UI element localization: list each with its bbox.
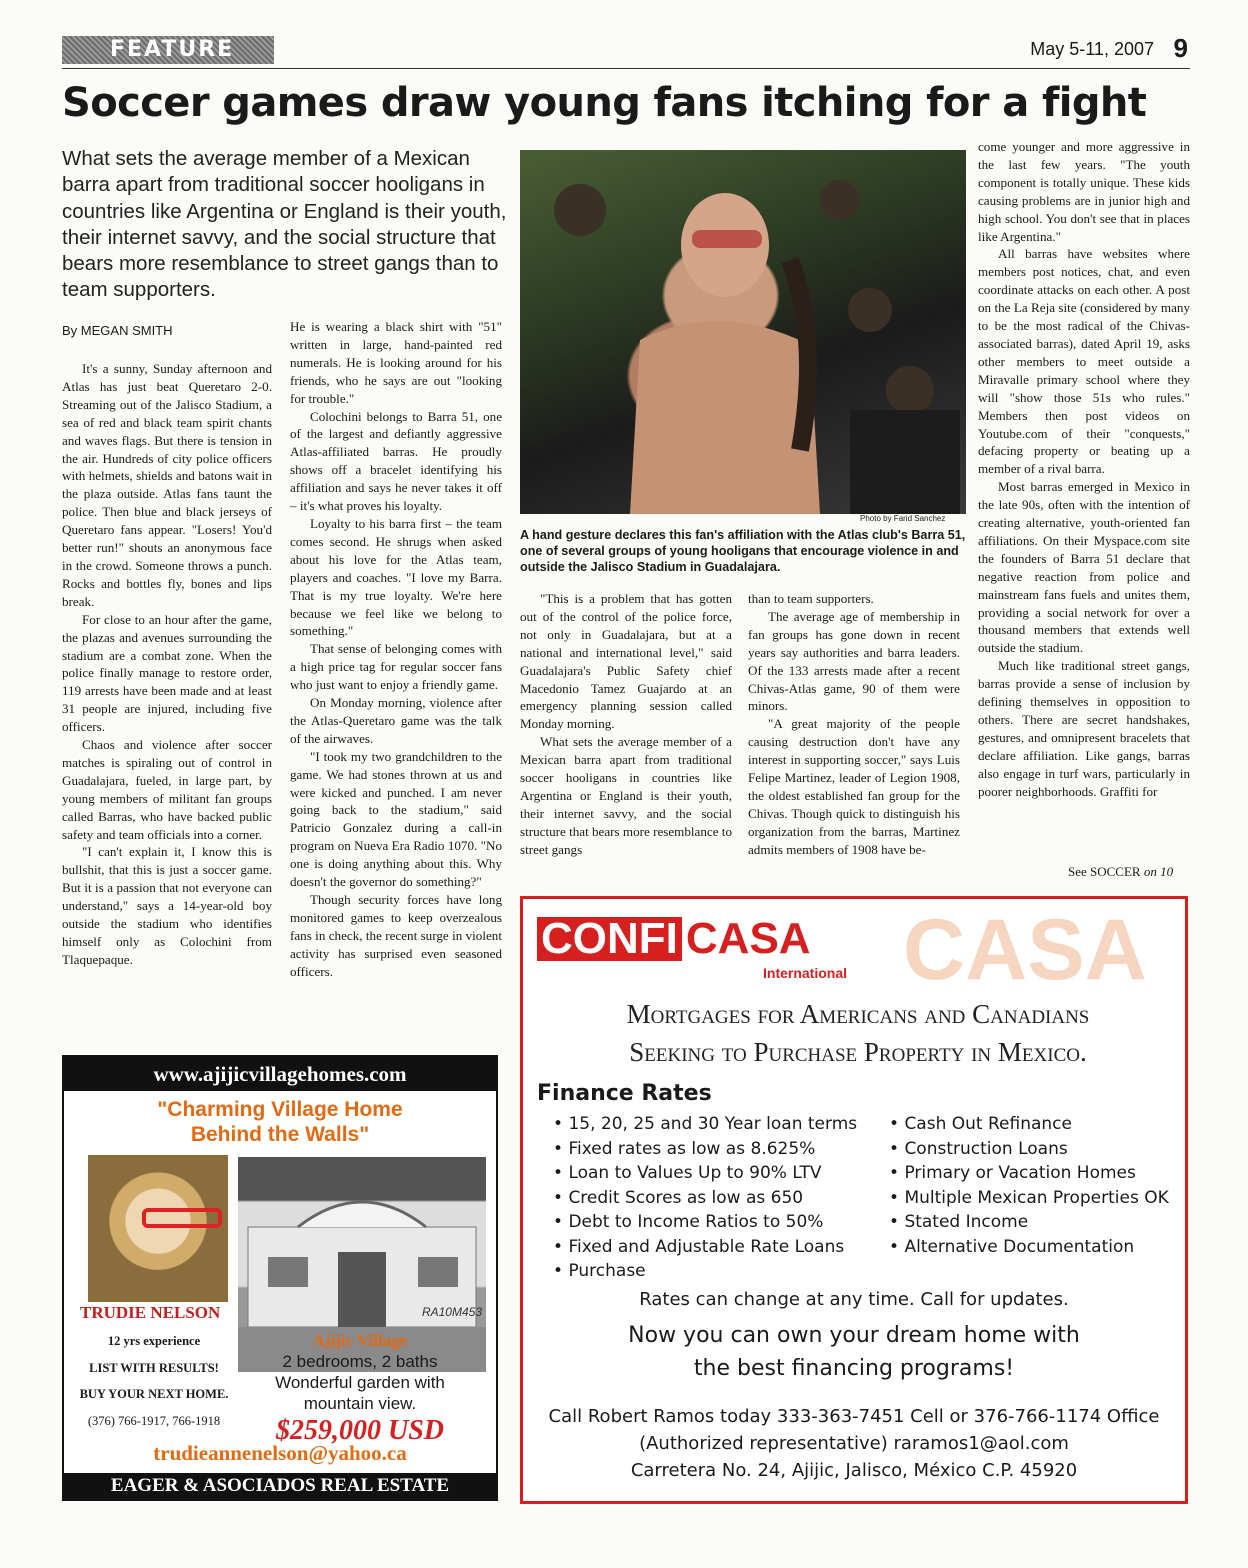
agent-phones[interactable]: (376) 766-1917, 766-1918 bbox=[87, 1414, 221, 1428]
paragraph: He is wearing a black shirt with "51" written in large, hand-painted red numerals. He is looking around for his friends, who he says are out "looking for trouble." bbox=[290, 319, 502, 406]
ad-website-link[interactable]: www.ajijicvillagehomes.com bbox=[64, 1057, 496, 1091]
tagline-buy: BUY YOUR NEXT HOME. bbox=[79, 1387, 229, 1401]
photo-illustration bbox=[520, 150, 966, 514]
paragraph: Chaos and violence after soccer matches is spiraling out of control in Guadalajara, fueled, in large part, by young members of militant fan groups called Barras, who have backed public safety and team officials into a corner. bbox=[62, 737, 272, 842]
conficasa-ad bbox=[520, 896, 1188, 1504]
paragraph: Much like traditional street gangs, barras provide a sense of inclusion by defining themselves in opposition to others. There are secret handshakes, gestures, and omnipresent bracelets that declare affiliation. Like gangs, barras also engage in turf wars, particularly in poorer neighborhoods. Graffiti for bbox=[978, 658, 1190, 799]
property-price: $259,000 USD bbox=[275, 1415, 444, 1446]
contact-email[interactable]: (Authorized representative) raramos1@aol.com bbox=[639, 1433, 1069, 1454]
ad-headline-2: Seeking to Purchase Property in Mexico. bbox=[629, 1037, 1087, 1067]
jump-see: See SOCCER bbox=[1068, 864, 1141, 879]
property-rooms: 2 bedrooms, 2 baths bbox=[282, 1352, 438, 1371]
property-location: Ajijic Village bbox=[312, 1331, 408, 1350]
fan-photo bbox=[520, 150, 966, 514]
article-column-2 bbox=[290, 318, 502, 981]
paragraph: Most barras emerged in Mexico in the late 90s, often with the intention of creating alternative, youth-oriented fan affiliations. On their Myspace.com site the founders of Barra 51 declare that negative reaction from police and mainstream fans fuels and unites them, providing a social network for over a thousand members that extends well outside the stadium. bbox=[978, 479, 1190, 656]
paragraph: Colochini belongs to Barra 51, one of the largest and defiantly aggressive Atlas-affiliated barras. He proudly shows off a bracelet identifying his affiliation and says he never takes it off – it's what proves his loyalty. bbox=[290, 408, 502, 514]
paragraph: What sets the average member of a Mexican barra apart from traditional soccer hooligans in countries like Argentina or England is their youth, their internet savvy, and the social structure that bears more resemblance to street gangs bbox=[520, 734, 732, 857]
jump-page: on 10 bbox=[1143, 864, 1174, 879]
paragraph: Though security forces have long monitored games to keep overzealous fans in check, the recent surge in violent activity has surprised even seasoned officers. bbox=[290, 892, 502, 979]
header-rule bbox=[62, 68, 1190, 69]
property-garden: Wonderful garden with bbox=[275, 1373, 445, 1392]
paragraph: "A great majority of the people causing destruction don't have any interest in supporting soccer," says Luis Felipe Martinez, leader of Legion 1908, the oldest established fan group for the Chivas. Though quick to distinguish his organization from the barras, Martinez admits members of 1908 have be- bbox=[748, 716, 960, 857]
paragraph: It's a sunny, Sunday afternoon and Atlas has just beat Queretaro 2-0. Streaming out of the Jalisco Stadium, a sea of red and black team spirit chants and waves flags. But there is tension in the air. Hundreds of city police officers with helmets, shields and batons wait in the plaza outside. Atlas fans taunt the police. Then blue and black jerseys of Queretaro fans appear. "Losers! You'd better run!" shouts an anonymous face in the crowd. Someone throws a punch. Rocks and bottles fly, bones and lips break. bbox=[62, 361, 272, 609]
list-item: • Construction Loans bbox=[889, 1137, 1169, 1162]
paragraph: For close to an hour after the game, the plazas and avenues surrounding the stadium are a combat zone. When the police finally manage to restore order, 119 arrests have been made and at least 31 people are injured, including five officers. bbox=[62, 611, 272, 735]
article-column-5 bbox=[978, 138, 1190, 801]
dream-home-text: Now you can own your dream home with the best financing programs! bbox=[628, 1323, 1080, 1381]
rates-list-left bbox=[553, 1112, 857, 1284]
list-item: • Loan to Values Up to 90% LTV bbox=[553, 1161, 857, 1186]
jump-line[interactable] bbox=[1068, 864, 1173, 880]
listing-code: RA10M453 bbox=[421, 1305, 482, 1319]
paragraph: come younger and more aggressive in the last few years. "The youth component is totally unique. These kids causing problems are in junior high and high school. You don't see that in places like Argentina." bbox=[978, 139, 1190, 244]
rates-list-right bbox=[889, 1112, 1169, 1259]
list-item: • Primary or Vacation Homes bbox=[889, 1161, 1169, 1186]
article-column-4 bbox=[748, 590, 960, 859]
agent-name: TRUDIE NELSON bbox=[80, 1303, 221, 1322]
agency-name: EAGER & ASOCIADOS REAL ESTATE bbox=[64, 1473, 496, 1499]
ad-headline-1: Mortgages for Americans and Canadians bbox=[626, 999, 1090, 1029]
paragraph: "This is a problem that has gotten out of the control of the police force, not only in Guadalajara, but at a national and international level," said Guadalajara's Public Safety chief Macedonio Tamez Guajardo at an emergency planning session called Monday morning. bbox=[520, 591, 732, 732]
list-item: • Credit Scores as low as 650 bbox=[553, 1186, 857, 1211]
list-item: • Fixed rates as low as 8.625% bbox=[553, 1137, 857, 1162]
photo-caption: A hand gesture declares this fan's affiliation with the Atlas club's Barra 51, one of several groups of young hooligans that encourage violence in and outside the Jalisco Stadium in Guadalajara. bbox=[520, 528, 966, 574]
article-column-3 bbox=[520, 590, 732, 859]
logo-international: International bbox=[763, 965, 848, 981]
section-tag: FEATURE bbox=[62, 36, 274, 64]
paragraph: The average age of membership in fan groups has gone down in recent years say authorities and barra leaders. Of the 133 arrests made after a recent Chivas-Atlas game, 90 of them were minors. bbox=[748, 608, 960, 714]
contact-address: Carretera No. 24, Ajijic, Jalisco, México C.P. 45920 bbox=[630, 1460, 1078, 1481]
list-item: • 15, 20, 25 and 30 Year loan terms bbox=[553, 1112, 857, 1137]
list-item: • Purchase bbox=[553, 1259, 857, 1284]
finance-rates-title: Finance Rates bbox=[537, 1081, 712, 1106]
ad-title: "Charming Village Home Behind the Walls" bbox=[157, 1098, 403, 1146]
deck: What sets the average member of a Mexican barra apart from traditional soccer hooligans in countries like Argentina or England is their youth, their internet savvy, and the social structure that bears more resemblance to street gangs than to team supporters. bbox=[62, 147, 507, 302]
conficasa-logo: CONFI CASA bbox=[537, 917, 811, 961]
page-number: 9 bbox=[1173, 33, 1188, 63]
list-item: • Debt to Income Ratios to 50% bbox=[553, 1210, 857, 1235]
agent-email-link[interactable]: trudieannenelson@yahoo.ca bbox=[153, 1441, 407, 1465]
list-item: • Cash Out Refinance bbox=[889, 1112, 1169, 1137]
paragraph: On Monday morning, violence after the Atlas-Queretaro game was the talk of the airwaves. bbox=[290, 695, 502, 746]
agent-experience: 12 yrs experience bbox=[107, 1334, 201, 1348]
paragraph: "I can't explain it, I know this is bullshit, that this is just a soccer game. But it is a passion that not everyone can understand," says a 14-year-old boy outside the stadium who identifies himself only as Colochini from Tlaquepaque. bbox=[62, 844, 272, 967]
list-item: • Alternative Documentation bbox=[889, 1235, 1169, 1260]
paragraph: All barras have websites where members post notices, chat, and even coordinate attacks on each other. A post on the La Reja site (considered by many to be the most radical of the Chivas-associated barras), dated April 19, asks other members to meet outside a Miravalle primary school where they will "show those 51s who rules." Members then post videos on Youtube.com of their "conquests," defacing property or beating up a member of a rival barra. bbox=[978, 246, 1190, 477]
paragraph: Loyalty to his barra first – the team comes second. He shrugs when asked about his love for the Atlas team, players and coaches. "I love my Barra. That is my true loyalty. We're here because we feel like we belong to something." bbox=[290, 515, 502, 639]
list-item: • Multiple Mexican Properties OK bbox=[889, 1186, 1169, 1211]
byline: By MEGAN SMITH bbox=[62, 323, 173, 338]
rates-note: Rates can change at any time. Call for updates. bbox=[639, 1289, 1069, 1310]
agent-portrait bbox=[88, 1155, 228, 1302]
glasses-shape bbox=[142, 1208, 222, 1228]
ghost-logo: CASA bbox=[903, 902, 1147, 998]
village-homes-ad bbox=[62, 1055, 498, 1501]
contact-phones[interactable]: Call Robert Ramos today 333-363-7451 Cell or 376-766-1174 Office bbox=[548, 1406, 1160, 1427]
paragraph: That sense of belonging comes with a high price tag for regular soccer fans who just want to enjoy a friendly game. bbox=[290, 641, 502, 693]
list-item: • Fixed and Adjustable Rate Loans bbox=[553, 1235, 857, 1260]
issue-date: May 5-11, 2007 bbox=[1030, 39, 1154, 59]
article-column-1 bbox=[62, 360, 272, 969]
tagline-list: LIST WITH RESULTS! bbox=[89, 1361, 219, 1375]
contact-block bbox=[523, 1403, 1185, 1484]
photo-credit: Photo by Farid Sanchez bbox=[860, 514, 946, 523]
headline: Soccer games draw young fans itching for a fight bbox=[62, 80, 1147, 126]
property-view: mountain view. bbox=[303, 1394, 417, 1413]
paragraph: than to team supporters. bbox=[748, 591, 874, 606]
list-item: • Stated Income bbox=[889, 1210, 1169, 1235]
paragraph: "I took my two grandchildren to the game. We had stones thrown at us and were kicked and punched. I am never going back to the stadium," said Patricio Gonzalez during a call-in program on Nueva Era Radio 1070. "No one is doing anything about this. Why doesn't the governor do something?" bbox=[290, 748, 502, 890]
